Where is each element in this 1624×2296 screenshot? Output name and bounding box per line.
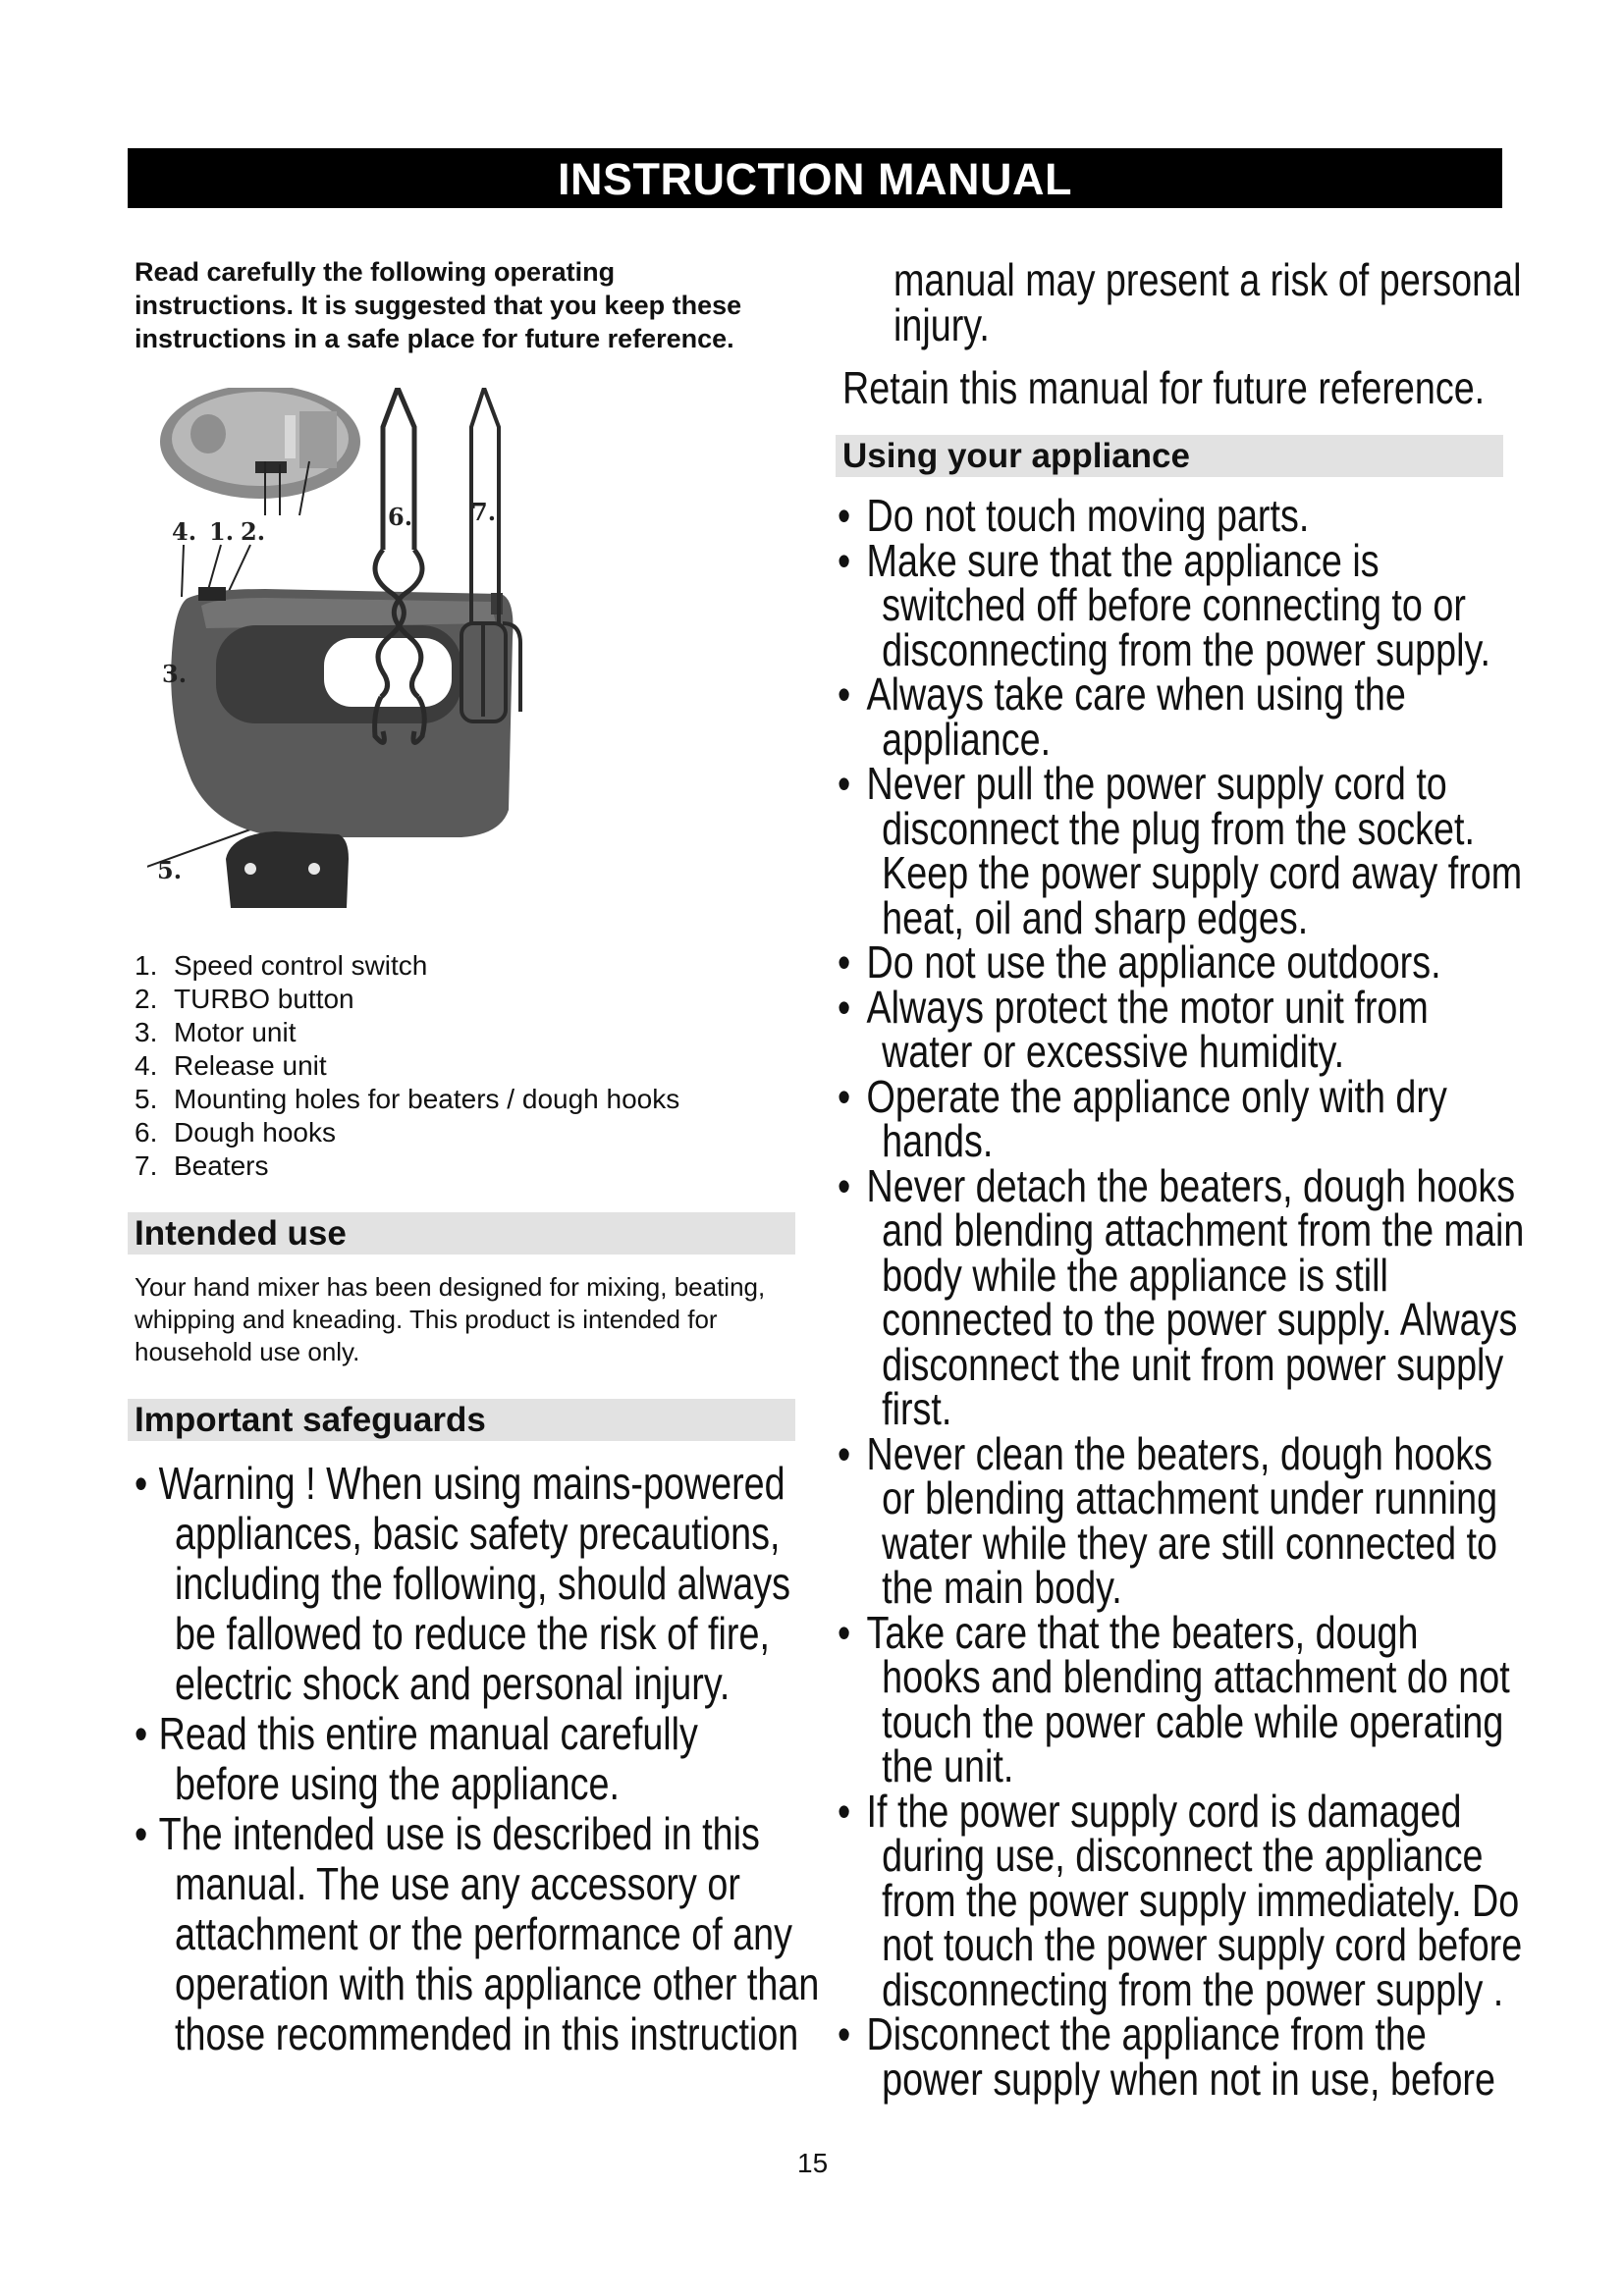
right-intro-line: manual may present a risk of personal <box>893 254 1522 305</box>
intended-use-heading: Intended use <box>128 1212 795 1255</box>
bullet-line: touch the power cable while operating <box>882 1695 1504 1747</box>
bullet-line: The intended use is described in this <box>158 1808 760 1859</box>
bullet-line: from the power supply immediately. Do <box>882 1874 1520 1926</box>
part-item <box>135 983 679 1016</box>
part-number: 1. <box>135 950 158 981</box>
part-label: Dough hooks <box>174 1117 337 1148</box>
hand-mixer-figure <box>147 388 795 913</box>
intro-text: Read carefully the following operating instructions. It is suggested that you keep these instructions in a safe place for future reference. <box>135 257 742 353</box>
bullet-line: Never clean the beaters, dough hooks <box>866 1427 1492 1479</box>
bullet-line: Never detach the beaters, dough hooks <box>866 1159 1516 1211</box>
part-label: Release unit <box>174 1050 327 1081</box>
bullet-dot: • <box>838 1159 851 1211</box>
part-item <box>135 1149 679 1183</box>
bullet-line: and blending attachment from the main <box>882 1204 1525 1255</box>
bullet-item <box>838 668 1524 765</box>
bullet-line: disconnecting from the power supply. <box>882 623 1491 675</box>
part-item <box>135 1083 679 1116</box>
callout-5: 5. <box>157 856 183 884</box>
bullet-line: electric shock and personal injury. <box>175 1658 731 1709</box>
bullet-dot: • <box>838 1427 851 1479</box>
using-list <box>838 490 1525 2105</box>
using-heading: Using your appliance <box>836 435 1503 477</box>
bullet-item <box>838 1785 1524 2015</box>
bullet-line: operation with this appliance other than <box>175 1958 820 2009</box>
bullet-line: the main body. <box>882 1562 1122 1613</box>
bullet-dot: • <box>135 1708 148 1759</box>
bullet-dot: • <box>838 936 851 988</box>
bullet-item <box>135 1459 819 1709</box>
callout-1: 1. <box>209 517 235 546</box>
bullet-line: switched off before connecting to or <box>882 579 1466 630</box>
part-label: Speed control switch <box>174 950 428 981</box>
part-label: TURBO button <box>174 984 354 1014</box>
bullet-line: before using the appliance. <box>175 1758 620 1809</box>
bullet-line: Take care that the beaters, dough <box>866 1606 1419 1658</box>
bullet-dot: • <box>135 1458 148 1509</box>
right-intro-line: injury. <box>893 299 990 350</box>
bullet-item <box>838 534 1524 675</box>
bullet-line: attachment or the performance of any <box>175 1908 793 1959</box>
bullet-dot: • <box>838 758 851 809</box>
bullet-line: Never pull the power supply cord to <box>866 758 1447 809</box>
parts-list <box>135 949 679 1183</box>
bullet-line: be fallowed to reduce the risk of fire, <box>175 1608 770 1659</box>
bullet-line: body while the appliance is still <box>882 1249 1388 1301</box>
bullet-dot: • <box>135 1808 148 1859</box>
part-number: 4. <box>135 1050 158 1081</box>
part-label: Mounting holes for beaters / dough hooks <box>174 1084 680 1114</box>
mounting-holes-block <box>226 831 349 908</box>
page-number: 15 <box>797 2148 829 2178</box>
bullet-item <box>838 981 1524 1077</box>
bullet-line: If the power supply cord is damaged <box>866 1785 1462 1837</box>
bullet-item <box>135 1709 819 1809</box>
bullet-line: Do not use the appliance outdoors. <box>866 936 1441 988</box>
bullet-dot: • <box>838 981 851 1033</box>
bullet-item <box>838 758 1524 943</box>
intended-use-text: Your hand mixer has been designed for mixing, beating, whipping and kneading. This product is intended for household use only. <box>135 1272 766 1366</box>
bullet-item <box>838 2008 1524 2105</box>
part-number: 3. <box>135 1017 158 1047</box>
bullet-line: Always protect the motor unit from <box>866 981 1429 1033</box>
bullet-line: appliance. <box>882 713 1052 765</box>
part-label: Motor unit <box>174 1017 297 1047</box>
part-number: 5. <box>135 1084 158 1114</box>
bullet-line: first. <box>882 1383 952 1434</box>
callout-3: 3. <box>162 660 188 688</box>
bullet-line: those recommended in this instruction <box>175 2008 799 2059</box>
bullet-dot: • <box>838 490 851 541</box>
bullet-item <box>838 1070 1524 1166</box>
bullet-line: water while they are still connected to <box>882 1517 1498 1569</box>
bullet-line: during use, disconnect the appliance <box>882 1830 1484 1881</box>
bullet-line: disconnect the unit from power supply <box>882 1338 1504 1390</box>
bullet-line: manual. The use any accessory or <box>175 1858 740 1909</box>
safeguards-list <box>135 1459 819 2059</box>
callout-6: 6. <box>388 503 413 531</box>
part-item <box>135 1116 679 1149</box>
part-item <box>135 1016 679 1049</box>
bullet-line: Warning ! When using mains-powered <box>158 1458 785 1509</box>
bullet-item <box>838 490 1524 541</box>
bullet-dot: • <box>838 534 851 586</box>
manual-title: INSTRUCTION MANUAL <box>558 154 1072 204</box>
part-number: 2. <box>135 984 158 1014</box>
bullet-item <box>838 1427 1524 1613</box>
bullet-line: connected to the power supply. Always <box>882 1294 1518 1345</box>
bullet-line: hooks and blending attachment do not <box>882 1651 1510 1702</box>
bullet-line: the unit. <box>882 1740 1014 1791</box>
bullet-item <box>838 1606 1524 1791</box>
bullet-line: power supply when not in use, before <box>882 2053 1495 2105</box>
bullet-line: Do not touch moving parts. <box>866 490 1310 541</box>
bullet-line: not touch the power supply cord before <box>882 1919 1523 1970</box>
bullet-line: appliances, basic safety precautions, <box>175 1508 781 1559</box>
language-code: EN <box>1507 154 1569 204</box>
safeguards-heading: Important safeguards <box>128 1399 795 1441</box>
bullet-line: disconnecting from the power supply . <box>882 1963 1504 2015</box>
callout-7: 7. <box>471 498 497 526</box>
retain-text: Retain this manual for future reference. <box>842 362 1486 413</box>
bullet-dot: • <box>838 2008 851 2059</box>
bullet-dot: • <box>838 1606 851 1658</box>
part-item <box>135 1049 679 1083</box>
bullet-line: Keep the power supply cord away from <box>882 847 1523 898</box>
control-panel-closeup <box>160 388 360 499</box>
bullet-line: including the following, should always <box>175 1558 790 1609</box>
bullet-item <box>135 1809 819 2059</box>
part-label: Beaters <box>174 1150 269 1181</box>
bullet-line: Operate the appliance only with dry <box>866 1070 1447 1122</box>
right-intro <box>893 254 1522 350</box>
bullet-line: disconnect the plug from the socket. <box>882 802 1475 854</box>
bullet-line: or blending attachment under running <box>882 1472 1498 1523</box>
bullet-line: Always take care when using the <box>866 668 1406 720</box>
header-bar <box>128 148 1569 208</box>
bullet-dot: • <box>838 668 851 720</box>
bullet-line: Make sure that the appliance is <box>866 534 1380 586</box>
bullet-item <box>838 936 1524 988</box>
callout-2: 2. <box>241 517 266 546</box>
bullet-line: Disconnect the appliance from the <box>866 2008 1427 2059</box>
bullet-item <box>838 1159 1525 1434</box>
part-number: 7. <box>135 1150 158 1181</box>
part-item <box>135 949 679 983</box>
bullet-line: water or excessive humidity. <box>882 1026 1345 1077</box>
bullet-dot: • <box>838 1070 851 1122</box>
bullet-dot: • <box>838 1785 851 1837</box>
bullet-line: hands. <box>882 1115 994 1166</box>
part-number: 6. <box>135 1117 158 1148</box>
callout-4: 4. <box>172 517 197 546</box>
bullet-line: heat, oil and sharp edges. <box>882 891 1309 943</box>
bullet-line: Read this entire manual carefully <box>158 1708 698 1759</box>
